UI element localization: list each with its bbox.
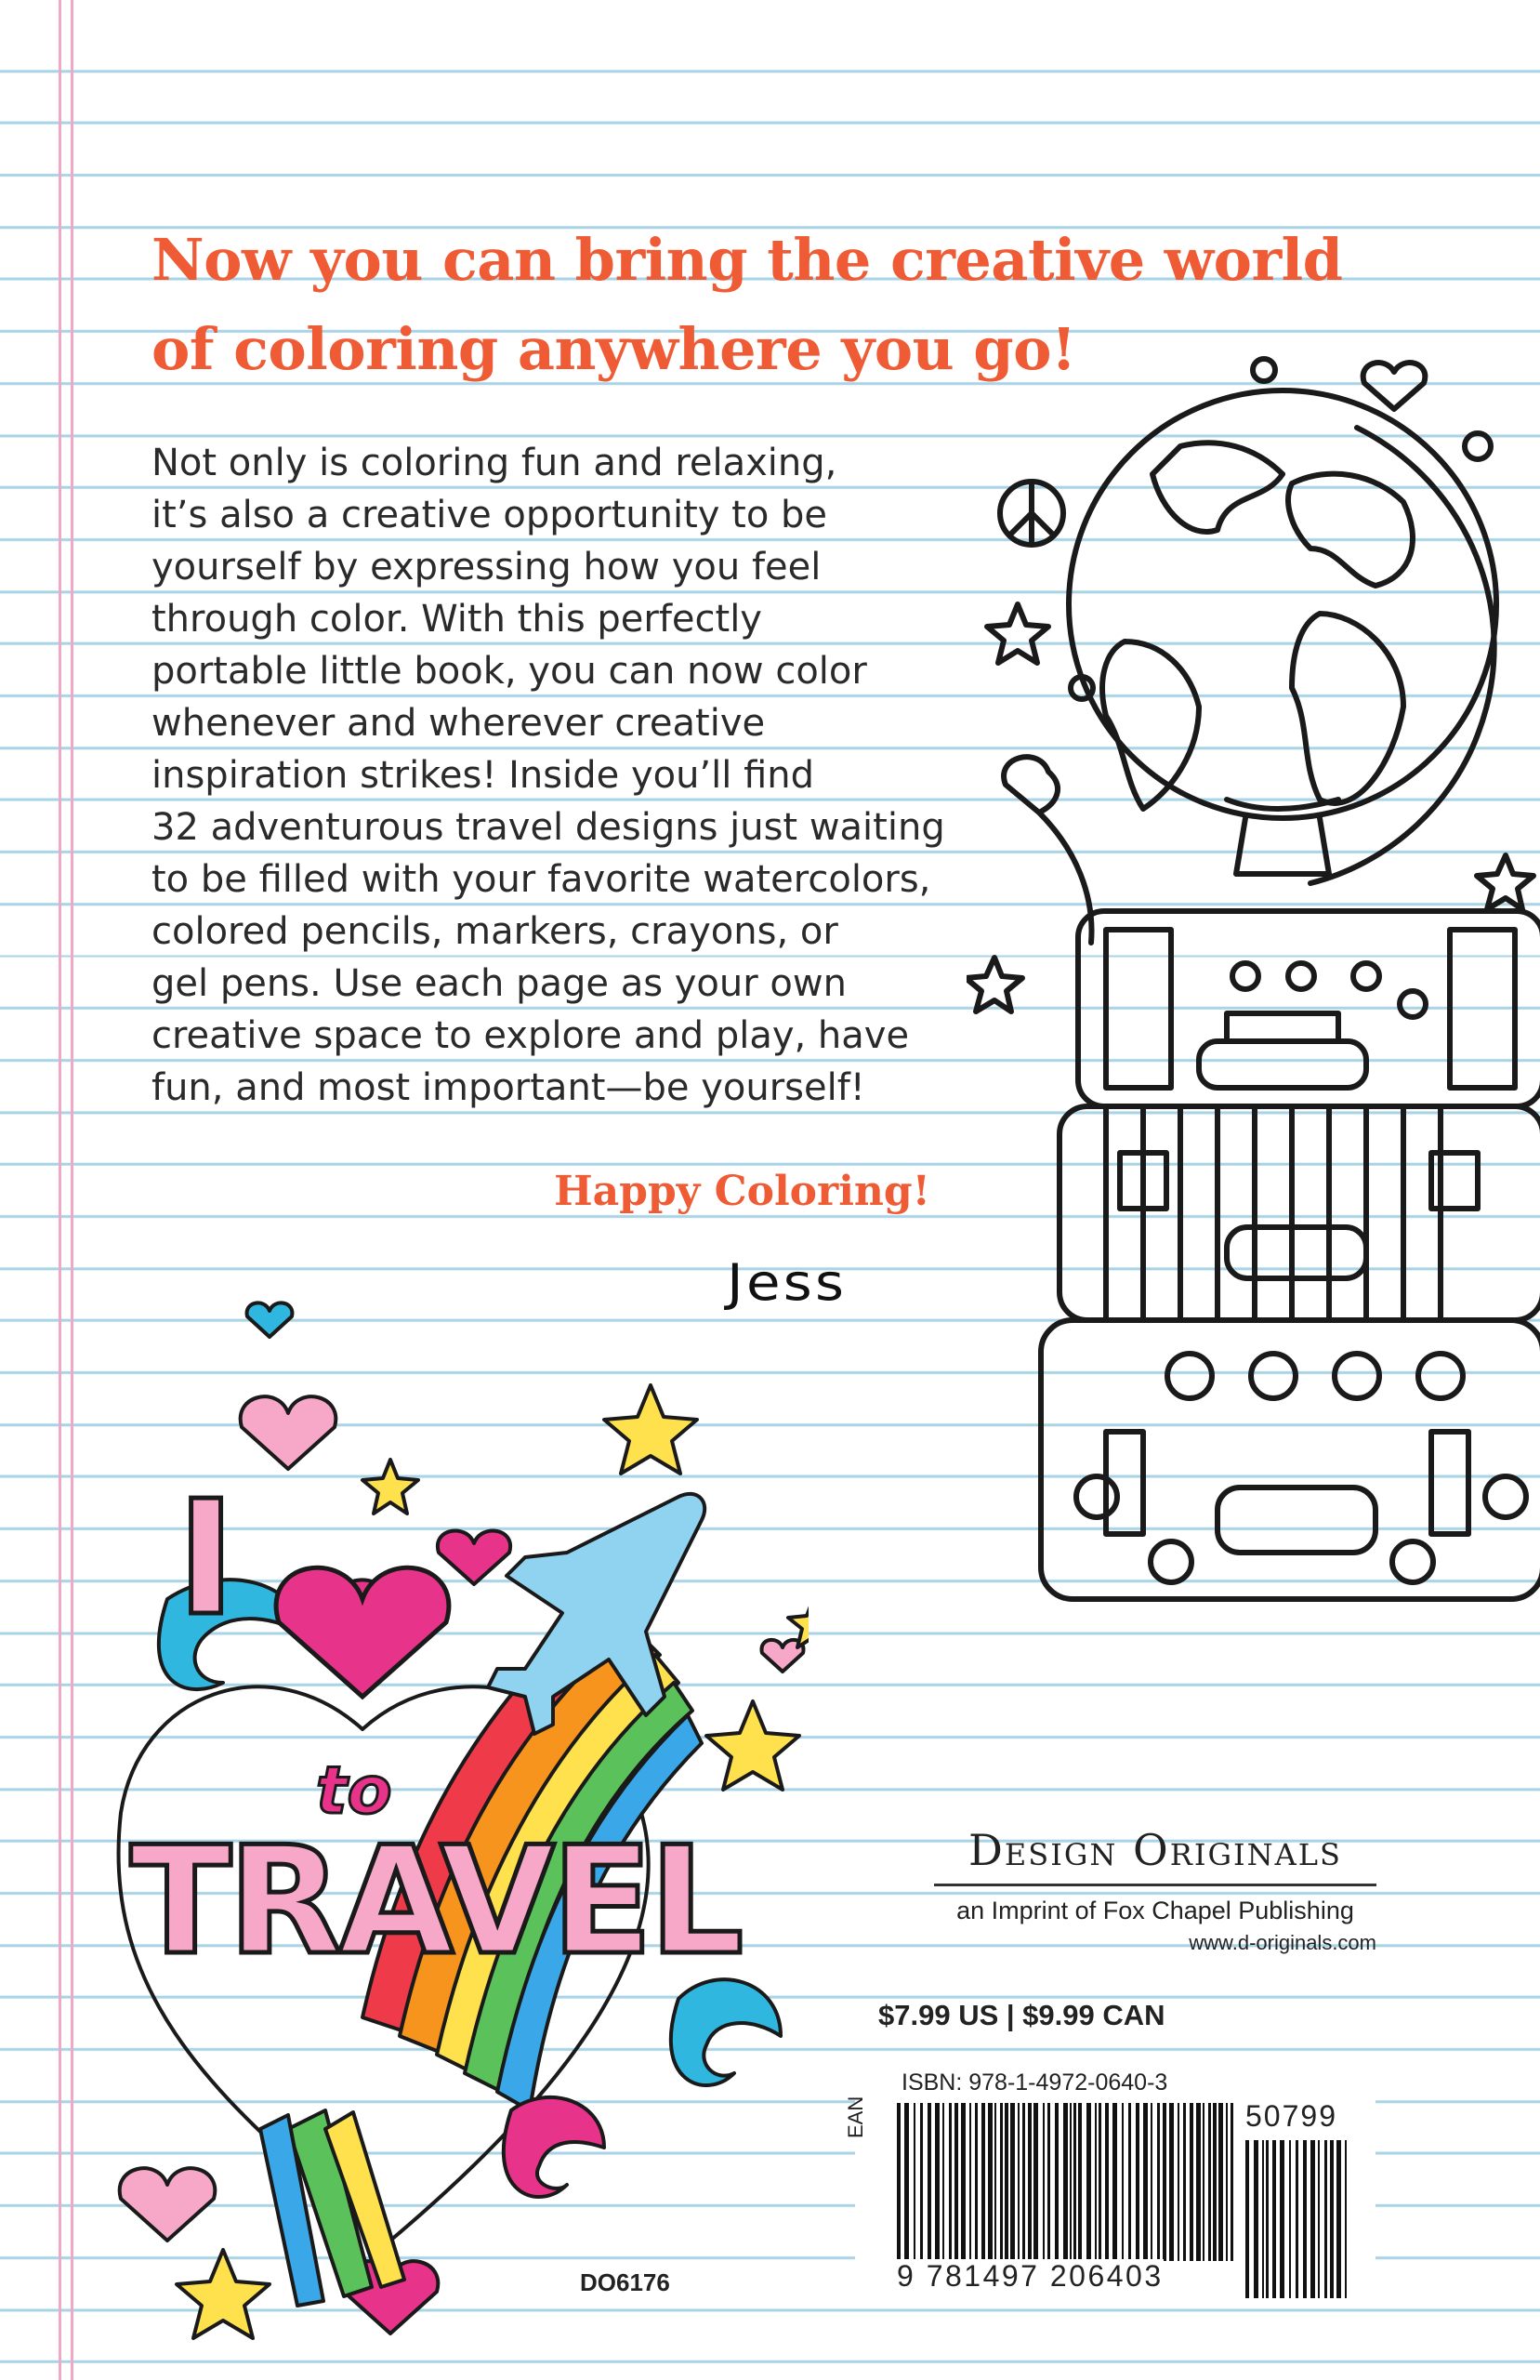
barcode-bar bbox=[954, 2103, 958, 2261]
barcode-bar bbox=[1018, 2103, 1020, 2261]
barcode-bar bbox=[914, 2103, 915, 2261]
barcode-bar bbox=[1043, 2103, 1045, 2261]
ean-label: EAN bbox=[844, 2096, 867, 2138]
barcode-bar bbox=[1022, 2103, 1025, 2261]
word-to: to bbox=[316, 1752, 392, 1829]
barcode-bar bbox=[1099, 2103, 1101, 2261]
barcode-bar bbox=[1122, 2103, 1124, 2261]
word-travel: TRAVEL bbox=[130, 1814, 741, 1988]
price: $7.99 US | $9.99 CAN bbox=[878, 1999, 1165, 2031]
heart-swoosh-icon bbox=[1004, 757, 1091, 943]
i-love-to-travel-illustration bbox=[84, 1292, 809, 2380]
barcode-bar bbox=[1178, 2103, 1179, 2261]
barcode-bar bbox=[1203, 2103, 1204, 2261]
star-icon bbox=[1477, 855, 1533, 909]
barcode-bar bbox=[897, 2103, 901, 2261]
barcode-bar bbox=[904, 2103, 909, 2261]
body-line: fun, and most important—be yourself! bbox=[151, 1066, 865, 1109]
suitcase-middle-icon bbox=[1060, 1106, 1540, 1320]
barcode-bar bbox=[1183, 2103, 1186, 2261]
heart-icon bbox=[241, 1396, 336, 1469]
publisher-name: Design Originals bbox=[968, 1825, 1342, 1875]
barcode-bar bbox=[1169, 2103, 1174, 2261]
barcode-bar bbox=[1033, 2103, 1038, 2261]
barcode-bar bbox=[949, 2103, 952, 2261]
bubble-icon bbox=[1253, 359, 1275, 381]
margin-line-left bbox=[59, 0, 61, 2380]
star-icon bbox=[987, 604, 1048, 663]
barcode-bar bbox=[1330, 2140, 1334, 2298]
barcode-bar bbox=[1318, 2140, 1320, 2298]
barcode-bar bbox=[920, 2103, 923, 2261]
body-line: 32 adventurous travel designs just waiting bbox=[151, 806, 945, 849]
publisher-imprint: an Imprint of Fox Chapel Publishing bbox=[956, 1897, 1354, 1924]
barcode-bar bbox=[1336, 2140, 1341, 2298]
body-text bbox=[151, 437, 988, 1114]
barcode-bar bbox=[1231, 2103, 1233, 2261]
sign-off: Happy Coloring! bbox=[554, 1168, 930, 1215]
star-icon bbox=[362, 1460, 418, 1514]
barcode-bar bbox=[1324, 2140, 1327, 2298]
body-line: it’s also a creative opportunity to be bbox=[151, 494, 828, 536]
barcode-bar bbox=[1028, 2103, 1032, 2261]
barcode-bar bbox=[1213, 2103, 1217, 2261]
barcode-bar bbox=[1063, 2103, 1068, 2261]
barcode-bar bbox=[981, 2103, 985, 2261]
publisher-block bbox=[934, 1822, 1376, 1959]
barcode-bar bbox=[1055, 2103, 1059, 2261]
barcode-bar bbox=[942, 2103, 944, 2261]
letter-i: I bbox=[177, 1467, 236, 1651]
star-icon bbox=[706, 1701, 799, 1790]
body-line: colored pencils, markers, crayons, or bbox=[151, 910, 838, 953]
barcode-bar bbox=[1310, 2140, 1315, 2298]
barcode-bar bbox=[1163, 2103, 1166, 2261]
suitcase-bottom-icon bbox=[1041, 1320, 1540, 1599]
barcode-bar bbox=[1345, 2140, 1347, 2298]
supplement-digits: 50799 bbox=[1245, 2099, 1337, 2133]
barcode-bar bbox=[1112, 2103, 1117, 2261]
barcode-bar bbox=[928, 2103, 931, 2261]
barcode-bar bbox=[988, 2103, 993, 2261]
body-line: creative space to explore and play, have bbox=[151, 1014, 910, 1057]
barcode-bar bbox=[1272, 2140, 1276, 2298]
barcode-bar bbox=[1280, 2140, 1284, 2298]
barcode-bar bbox=[1086, 2103, 1091, 2261]
star-icon bbox=[604, 1385, 697, 1474]
body-line: whenever and wherever creative bbox=[151, 702, 766, 745]
signature: Jess bbox=[727, 1253, 848, 1312]
barcode-bar bbox=[1218, 2103, 1223, 2261]
headline-line-2: of coloring anywhere you go! bbox=[151, 315, 1076, 383]
heart-icon bbox=[247, 1302, 293, 1337]
body-line: gel pens. Use each page as your own bbox=[151, 962, 847, 1005]
barcode-bar bbox=[1190, 2103, 1193, 2261]
star-icon bbox=[177, 2250, 270, 2338]
barcode-bar bbox=[1151, 2103, 1152, 2261]
star-icon bbox=[967, 958, 1022, 1012]
headline-line-1: Now you can bring the creative world bbox=[151, 226, 1343, 294]
barcode-bar bbox=[1303, 2140, 1307, 2298]
barcode-bar bbox=[1010, 2103, 1015, 2261]
barcode-bar bbox=[1078, 2103, 1082, 2261]
barcode-bar bbox=[1266, 2140, 1269, 2298]
swirl-icon bbox=[671, 1979, 781, 2085]
body-line: inspiration strikes! Inside you’ll find bbox=[151, 754, 815, 797]
barcode-bar bbox=[1128, 2103, 1131, 2261]
body-line: Not only is coloring fun and relaxing, bbox=[151, 442, 837, 484]
barcode-bar bbox=[1208, 2103, 1211, 2261]
barcode-bar bbox=[1157, 2103, 1160, 2261]
barcode-bar bbox=[1245, 2140, 1249, 2298]
barcode-bar bbox=[1143, 2103, 1148, 2261]
barcode-bar bbox=[1070, 2103, 1072, 2261]
body-line: through color. With this perfectly bbox=[151, 598, 762, 641]
barcode-bar bbox=[1105, 2103, 1109, 2261]
barcode-bar bbox=[1136, 2103, 1139, 2261]
globe-icon bbox=[1069, 390, 1496, 883]
publisher-url: www.d-originals.com bbox=[1189, 1931, 1376, 1954]
barcode-bar bbox=[935, 2103, 940, 2261]
barcode-bar bbox=[1262, 2140, 1264, 2298]
body-line: yourself by expressing how you feel bbox=[151, 546, 822, 588]
globe-suitcase-illustration bbox=[967, 335, 1540, 1636]
barcode-bar bbox=[1047, 2103, 1050, 2261]
barcode-bar bbox=[994, 2103, 996, 2261]
peace-icon bbox=[1000, 482, 1063, 545]
barcode-bar bbox=[1005, 2103, 1008, 2261]
publisher-rule bbox=[934, 1884, 1376, 1886]
barcode-bar bbox=[1226, 2103, 1228, 2261]
barcode-bar bbox=[975, 2103, 978, 2261]
swirl-icon bbox=[504, 2097, 604, 2197]
barcode-bar bbox=[969, 2103, 971, 2261]
barcode-bar bbox=[1196, 2103, 1201, 2261]
bubble-icon bbox=[1465, 433, 1491, 459]
barcode-bar bbox=[1254, 2140, 1258, 2298]
body-line: portable little book, you can now color bbox=[151, 650, 867, 693]
heart-icon bbox=[438, 1531, 510, 1584]
suitcase-top-icon bbox=[1078, 911, 1540, 1106]
barcode-digits: 9 781497 206403 bbox=[897, 2259, 1164, 2293]
barcode-bar bbox=[1296, 2140, 1298, 2298]
barcode-bar bbox=[1095, 2103, 1097, 2261]
sku: DO6176 bbox=[580, 2268, 670, 2296]
isbn-label: ISBN: 978-1-4972-0640-3 bbox=[902, 2069, 1168, 2096]
barcode-bar bbox=[961, 2103, 966, 2261]
heart-icon bbox=[120, 2168, 216, 2241]
barcode-bar bbox=[1000, 2103, 1003, 2261]
margin-line-right bbox=[71, 0, 73, 2380]
heart-icon bbox=[1363, 363, 1426, 409]
supplement-bars bbox=[1245, 2140, 1348, 2298]
barcode-bar bbox=[1073, 2103, 1076, 2261]
body-line: to be filled with your favorite watercolors, bbox=[151, 858, 931, 901]
barcode-bar bbox=[1289, 2140, 1291, 2298]
